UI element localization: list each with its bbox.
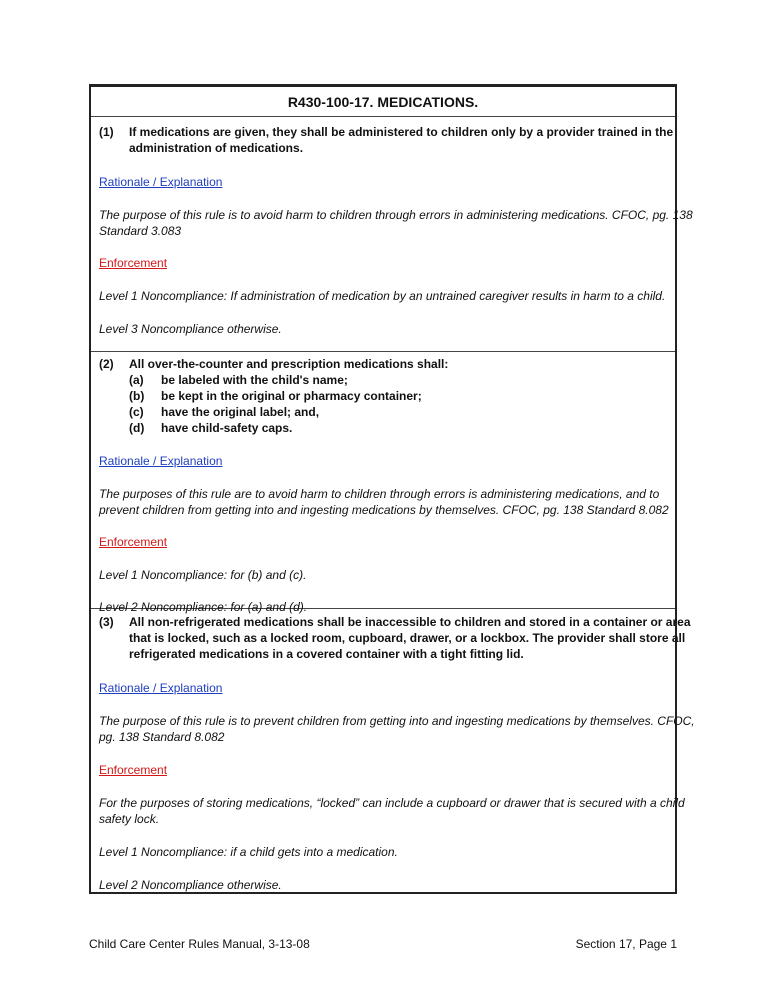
- subitem-letter: (a): [129, 373, 144, 387]
- enforcement-level: Level 1 Noncompliance: for (b) and (c).: [99, 568, 307, 582]
- rule-text-line: All over-the-counter and prescription medications shall:: [129, 357, 449, 371]
- section-number: (3): [99, 615, 114, 629]
- enforcement-heading: Enforcement: [99, 535, 168, 549]
- rule-title: R430-100-17. MEDICATIONS.: [287, 94, 479, 110]
- rationale-text-line: The purpose of this rule is to prevent children from getting into and ingesting medications by themselves. CFOC,: [99, 714, 695, 728]
- rationale-heading: Rationale / Explanation: [99, 681, 223, 695]
- enforcement-level: Level 1 Noncompliance: If administration of medication by an untrained caregiver results in harm to a child.: [99, 289, 666, 303]
- rationale-heading: Rationale / Explanation: [99, 454, 223, 468]
- rationale-text-line: prevent children from getting into and ingesting medications by themselves. CFOC, pg. 138 Standard 8.082: [99, 503, 669, 517]
- enforcement-heading: Enforcement: [99, 763, 168, 777]
- footer-manual-title: Child Care Center Rules Manual, 3-13-08: [89, 937, 310, 951]
- enforcement-level: Level 3 Noncompliance otherwise.: [99, 322, 282, 336]
- enforcement-note-line: For the purposes of storing medications, “locked” can include a cupboard or drawer that is secured with a child: [99, 796, 685, 810]
- rationale-text-line: The purpose of this rule is to avoid harm to children through errors in administering medications. CFOC, pg. 138: [99, 208, 693, 222]
- rationale-heading: Rationale / Explanation: [99, 175, 223, 189]
- rule-text-line: All non-refrigerated medications shall be inaccessible to children and stored in a container or area: [129, 615, 691, 629]
- subitem-text: have the original label; and,: [161, 405, 320, 419]
- enforcement-heading: Enforcement: [99, 256, 168, 270]
- rationale-text-line: The purposes of this rule are to avoid harm to children through errors is administering medications, and to: [99, 487, 660, 501]
- section-number: (2): [99, 357, 114, 371]
- enforcement-level: Level 2 Noncompliance: for (a) and (d).: [99, 600, 308, 614]
- subitem-letter: (c): [129, 405, 144, 419]
- rule-text-line: that is locked, such as a locked room, cupboard, drawer, or a lockbox. The provider shall store all: [129, 631, 686, 645]
- rule-section-3: [91, 608, 695, 892]
- subitem-text: have child-safety caps.: [161, 421, 293, 435]
- rule-table: [89, 84, 695, 894]
- enforcement-note-line: safety lock.: [99, 812, 160, 826]
- rationale-text-line: Standard 3.083: [99, 224, 182, 238]
- rule-section-1: [91, 116, 693, 352]
- section-number: (1): [99, 125, 114, 139]
- subitem-letter: (d): [129, 421, 145, 435]
- subitem-text: be kept in the original or pharmacy container;: [161, 389, 422, 403]
- rule-text-line: refrigerated medications in a covered container with a tight fitting lid.: [129, 647, 524, 661]
- subitem-text: be labeled with the child's name;: [161, 373, 348, 387]
- rationale-text-line: pg. 138 Standard 8.082: [99, 730, 225, 744]
- enforcement-level: Level 2 Noncompliance otherwise.: [99, 878, 282, 892]
- rule-text-line: administration of medications.: [129, 141, 304, 155]
- enforcement-level: Level 1 Noncompliance: if a child gets into a medication.: [99, 845, 398, 859]
- title-row: [91, 87, 675, 117]
- footer-page-number: Section 17, Page 1: [575, 937, 677, 951]
- rule-text-line: If medications are given, they shall be administered to children only by a provider trained in the: [129, 125, 674, 139]
- subitem-letter: (b): [129, 389, 145, 403]
- rule-section-2: [91, 351, 675, 614]
